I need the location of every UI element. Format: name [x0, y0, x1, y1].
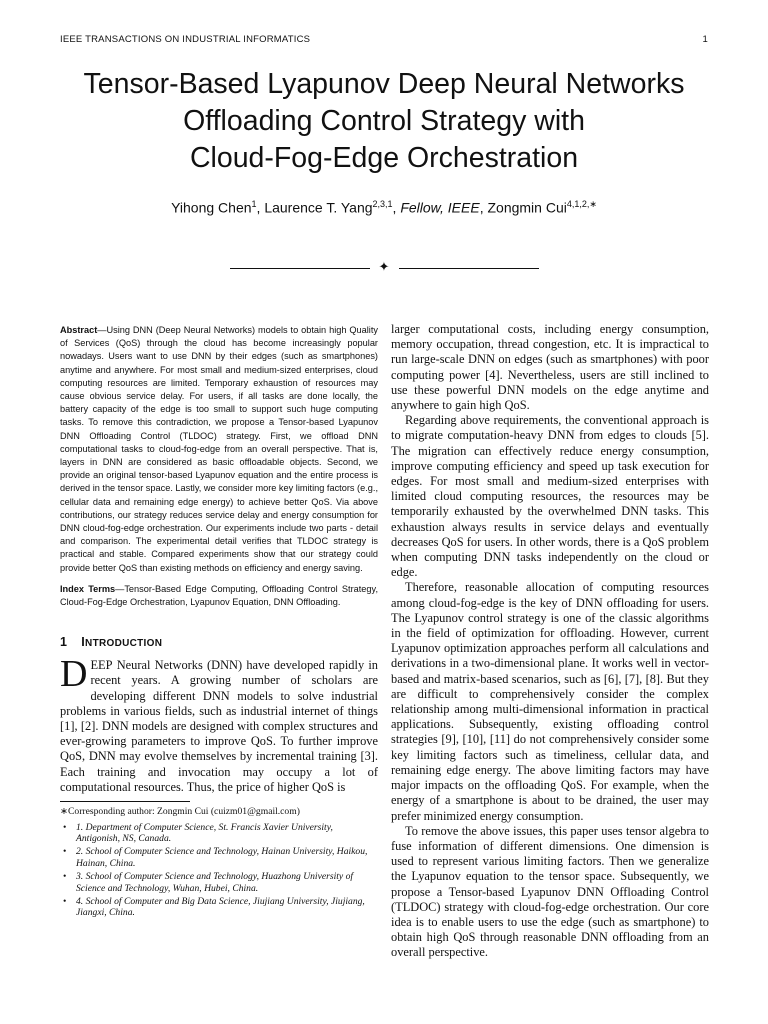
section-number: 1	[60, 635, 68, 650]
author-list: Yihong Chen$^1$, Laurence T. Yang$^{2,3,1}$, Fellow, IEEE, Zongmin Cui$^{4,1,2,∗}$	[171, 199, 597, 216]
separator-rule-left	[230, 268, 370, 269]
footnotes	[60, 806, 378, 919]
section-heading-introduction	[60, 635, 378, 649]
affiliation-text: 4. School of Computer and Big Data Science, Jiujiang University, Jiujiang, Jiangxi, China.	[76, 895, 365, 919]
affiliation-item	[60, 896, 378, 919]
separator-rule-right	[399, 268, 539, 269]
author-1-name: Yihong Chen	[171, 199, 252, 216]
right-column	[391, 322, 709, 961]
body-paragraph: larger computational costs, including energy consumption, memory occupation, thread congestion, etc. It is impractical to run large-scale DNN on edges (such as smartphones) with poor computing power [4]. Nevertheless, users are still inclined to use these powerful DNN models on the edge anytime and anywhere to gain high QoS.	[391, 322, 709, 413]
corresponding-author-note: ∗Corresponding author: Zongmin Cui (cuizm01@gmail.com)	[60, 806, 300, 818]
drop-cap-continuation: EEP	[90, 658, 113, 673]
abstract	[60, 324, 378, 575]
author-3-affiliation: 4,1,2,∗	[566, 199, 597, 209]
affiliation-list	[60, 822, 378, 919]
affiliation-text: 1. Department of Computer Science, St. Francis Xavier University, Antigonish, NS, Canada.	[76, 821, 333, 844]
paper-title	[40, 66, 728, 177]
index-terms-text: —Tensor-Based Edge Computing, Offloading Control Strategy, Cloud-Fog-Edge Orchestration, Lyapunov Equation, DNN Offloading.	[60, 583, 378, 608]
left-column	[60, 324, 378, 921]
index-terms-label: Index Terms	[60, 583, 116, 594]
author-2-name: Laurence T. Yang	[264, 199, 373, 216]
author-2-title: Fellow, IEEE	[400, 199, 480, 216]
abstract-label: Abstract	[60, 325, 98, 335]
body-paragraph: To remove the above issues, this paper uses tensor algebra to fuse information of different dimensions. One dimension is used to represent various limiting factors. Then we generalize the Lyapunov equation to the tensor space. Subsequently, we propose a Tensor-based Lyapunov DNN Offloading Control (TLDOC) strategy with cloud-fog-edge orchestration. Our core idea is to enable users to use the edge (such as smartphone) to obtain high QoS through reasonable DNN offloading from an overall perspective.	[391, 823, 709, 960]
affiliation-item	[60, 822, 378, 845]
affiliation-item	[60, 846, 378, 869]
journal-name: IEEE TRANSACTIONS ON INDUSTRIAL INFORMATICS	[60, 34, 311, 45]
affiliation-text: 2. School of Computer Science and Technology, Hainan University, Haikou, Hainan, China.	[76, 846, 368, 869]
separator-diamond-icon: ✦	[378, 260, 390, 275]
section-title-rest: NTRODUCTION	[85, 638, 163, 650]
affiliation-item	[60, 871, 378, 894]
drop-cap: D	[60, 653, 88, 696]
introduction-text: Neural Networks (DNN) have developed rapidly in recent years. A growing number of scholars are developing different DNN models to solve industrial problems in various fields, such as industrial internet of things [1], [2]. DNN models are designed with complex structures and ever-growing parameters to improve QoS. To further improve QoS, DNN may evolve themselves by incremental training [3]. Each training and invocation may occupy a lot of computational resources. Thus, the price of higher QoS is	[60, 658, 378, 794]
bullet-icon: •	[63, 895, 67, 907]
title-line-1: Tensor-Based Lyapunov Deep Neural Networks	[83, 68, 685, 100]
body-paragraph: Therefore, reasonable allocation of computing resources among cloud-fog-edge is the key of DNN offloading for users. The Lyapunov control strategy is one of the classic algorithms in the field of optimization for offloading. However, current Lyapunov optimization approaches perform all calculations and derivations in a two-dimensional plane. It works well in vector-based and matrix-based scenarios, such as [6], [7], [8]. But they are difficult to comprehensively consider the complex relationship among multi-dimensional information in practical applications. Subsequently, existing offloading control strategies [9], [10], [11] do not comprehensively consider some key limiting factors such as timeliness, cellular data, and remaining edge energy. The above limiting factors may have major impacts on the offloading QoS. For example, when the energy of a smartphone is about to be drained, the user may prefer minimized energy consumption.	[391, 580, 709, 823]
author-1-affiliation: 1	[251, 199, 257, 209]
title-line-3: Cloud-Fog-Edge Orchestration	[189, 142, 579, 174]
section-title-initial: I	[81, 635, 86, 650]
affiliation-text: 3. School of Computer Science and Technology, Huazhong University of Science and Technology, Wuhan, Hubei, China.	[76, 871, 354, 894]
bullet-icon: •	[63, 871, 67, 883]
title-line-2: Offloading Control Strategy with	[183, 105, 585, 137]
bullet-icon: •	[63, 821, 67, 833]
body-paragraph: Regarding above requirements, the conventional approach is to migrate computation-heavy DNN from edges to clouds [5]. The migration can effectively reduce energy consumption, improve computing efficiency and speed up task execution for edges. For most small and medium-sized enterprises with limited cloud computing resources, the resources may be temporarily exhausted by the overwhelmed DNN tasks. This exhaustion always results in service delays and eventually decreases QoS for users. In other words, there is a QoS problem when computing DNN tasks independently on the cloud or edge.	[391, 413, 709, 580]
index-terms	[60, 583, 378, 609]
bullet-icon: •	[63, 846, 67, 858]
footnote-rule	[60, 801, 190, 802]
page-number: 1	[702, 34, 708, 45]
author-2-affiliation: 2,3,1	[372, 199, 393, 209]
abstract-text: —Using DNN (Deep Neural Networks) models to obtain high Quality of Services (QoS) through the cloud has become increasingly popular nowadays. Users want to use DNN by their edges (such as smartphones) anytime and anywhere. For most small and medium-sized enterprises, cloud computing resources are limited. Temporary exhaustion of resources may cause obvious service delay. For users, if all tasks are done locally, the battery capacity of the edge is too small to support such huge computing tasks. To remove this contradiction, we propose a Tensor-based Lyapunov DNN Offloading Control (TLDOC) strategy. First, we offload DNN computational tasks to cloud-fog-edge from an overall perspective. That is, layers in DNN are considered as basic offloadable objects. Second, we provide an original tensor-based Lyapunov equation and the entire process is derived in the tensor space. Lastly, we consider more key limiting factors (e.g., cellular data and remaining edge energy) to achieve better QoS. Via above contributions, our strategy reduces service delay and energy consumption for DNN cloud-fog-edge orchestration. Our experiments include two parts - detail and comparison. The experimental detail verifies that TLDOC strategy is practical and stable. Compared experiments show that our strategy could provide better QoS than existing methods on efficiency and energy saving.	[60, 325, 378, 573]
introduction-paragraph	[60, 653, 378, 795]
author-3-name: Zongmin Cui	[487, 199, 567, 216]
